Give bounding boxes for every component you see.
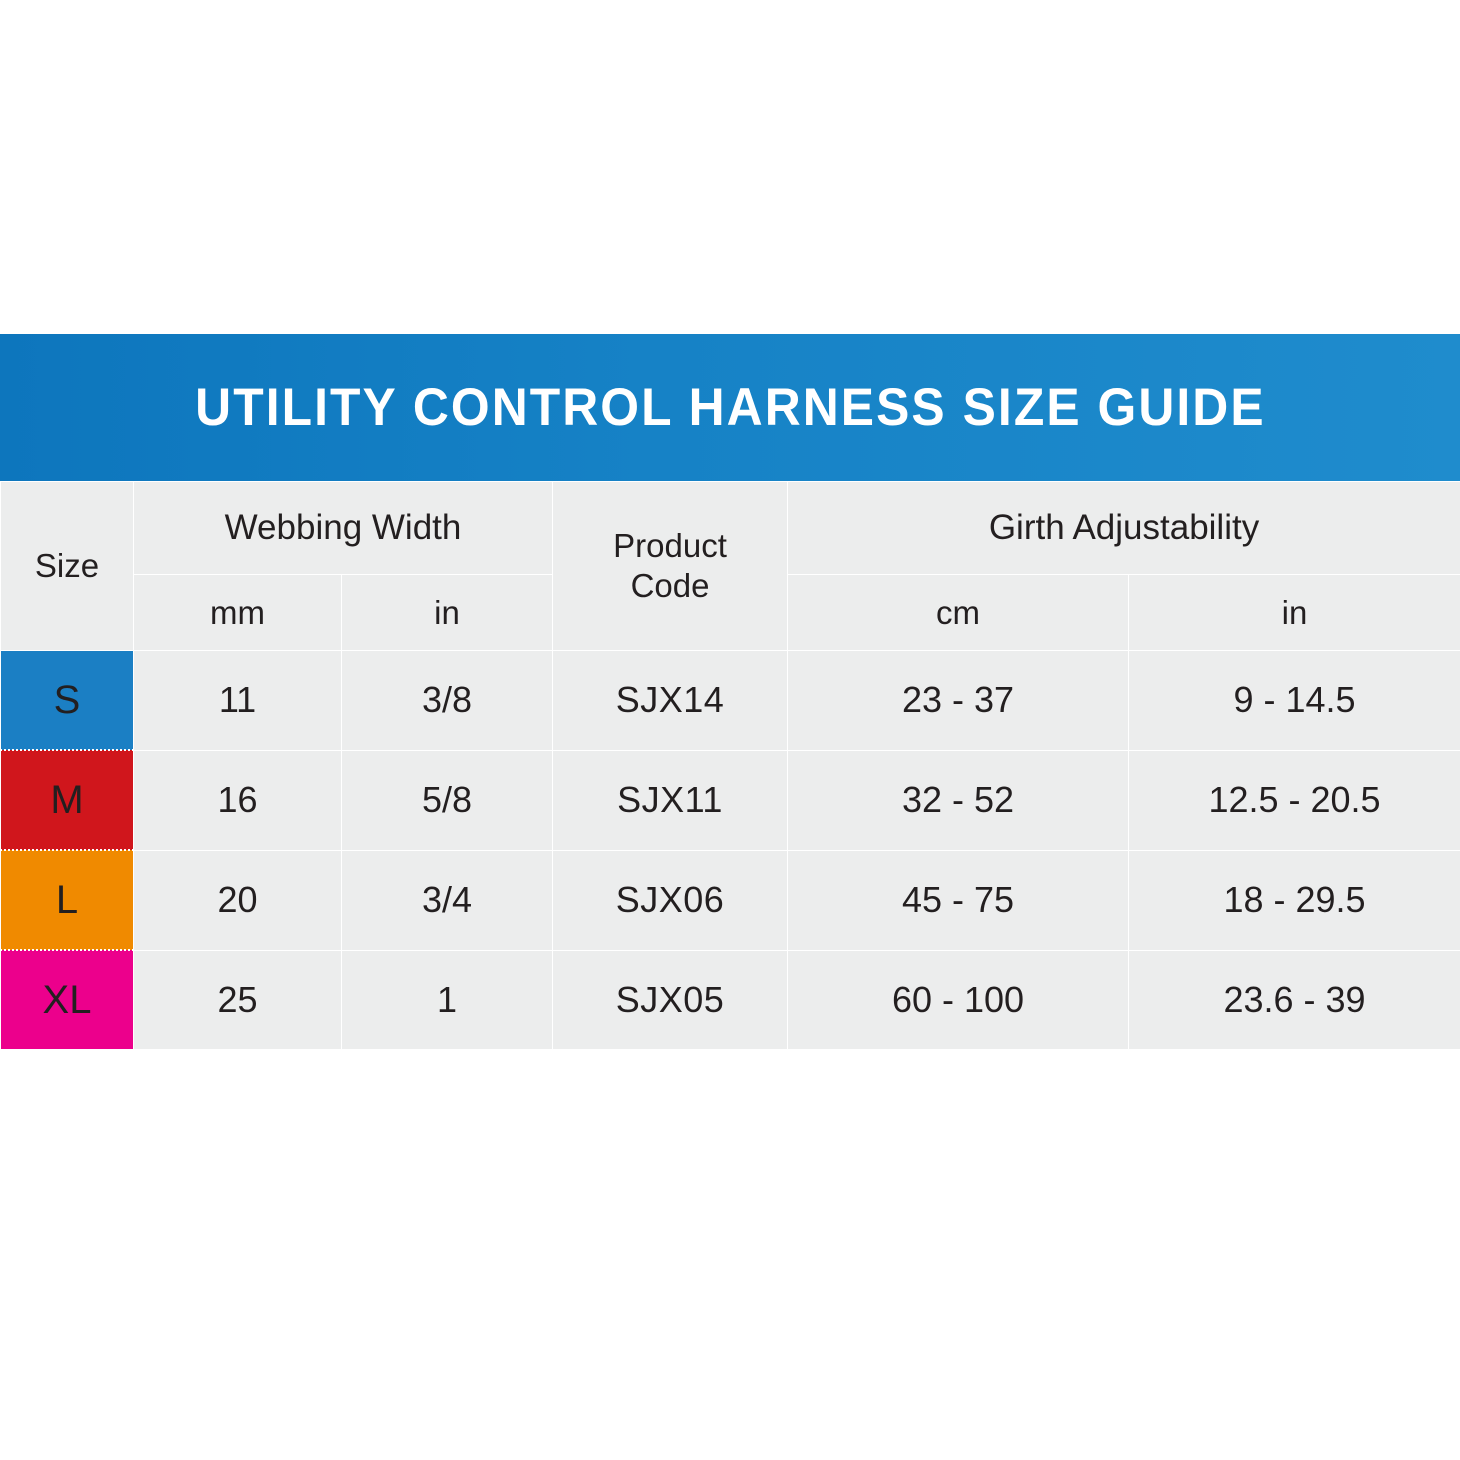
table-row — [1, 950, 1460, 1050]
title-bar — [0, 334, 1460, 481]
column-header-girth-cm: cm — [788, 575, 1129, 651]
cell-girth-in: 23.6 - 39 — [1129, 950, 1460, 1050]
column-header-girth-adjustability: Girth Adjustability — [788, 482, 1460, 575]
cell-size: S — [1, 651, 134, 751]
column-header-size: Size — [1, 482, 134, 651]
table-row — [1, 750, 1460, 850]
cell-product-code: SJX05 — [553, 950, 788, 1050]
column-header-webbing-in: in — [342, 575, 553, 651]
cell-size: M — [1, 750, 134, 850]
size-guide-table — [0, 481, 1460, 1050]
cell-webbing-mm: 11 — [134, 651, 342, 751]
cell-webbing-mm: 25 — [134, 950, 342, 1050]
header-row-top — [1, 482, 1460, 575]
cell-webbing-mm: 16 — [134, 750, 342, 850]
cell-girth-in: 12.5 - 20.5 — [1129, 750, 1460, 850]
column-header-webbing-mm: mm — [134, 575, 342, 651]
column-header-product-code — [553, 482, 788, 651]
table-body — [1, 651, 1460, 1050]
cell-webbing-in: 1 — [342, 950, 553, 1050]
cell-product-code: SJX06 — [553, 850, 788, 950]
cell-size: L — [1, 850, 134, 950]
cell-girth-cm: 23 - 37 — [788, 651, 1129, 751]
cell-webbing-in: 3/4 — [342, 850, 553, 950]
product-code-line2: Code — [630, 567, 710, 604]
size-guide-panel — [0, 334, 1460, 1050]
column-header-webbing-width: Webbing Width — [134, 482, 553, 575]
cell-girth-in: 9 - 14.5 — [1129, 651, 1460, 751]
cell-product-code: SJX11 — [553, 750, 788, 850]
cell-girth-cm: 32 - 52 — [788, 750, 1129, 850]
table-header — [1, 482, 1460, 651]
cell-size: XL — [1, 950, 134, 1050]
page-title: UTILITY CONTROL HARNESS SIZE GUIDE — [194, 378, 1266, 437]
cell-webbing-mm: 20 — [134, 850, 342, 950]
cell-product-code: SJX14 — [553, 651, 788, 751]
product-code-line1: Product — [613, 526, 727, 564]
cell-webbing-in: 3/8 — [342, 651, 553, 751]
table-row — [1, 850, 1460, 950]
column-header-girth-in: in — [1129, 575, 1460, 651]
cell-girth-cm: 60 - 100 — [788, 950, 1129, 1050]
cell-webbing-in: 5/8 — [342, 750, 553, 850]
cell-girth-in: 18 - 29.5 — [1129, 850, 1460, 950]
cell-girth-cm: 45 - 75 — [788, 850, 1129, 950]
table-row — [1, 651, 1460, 751]
